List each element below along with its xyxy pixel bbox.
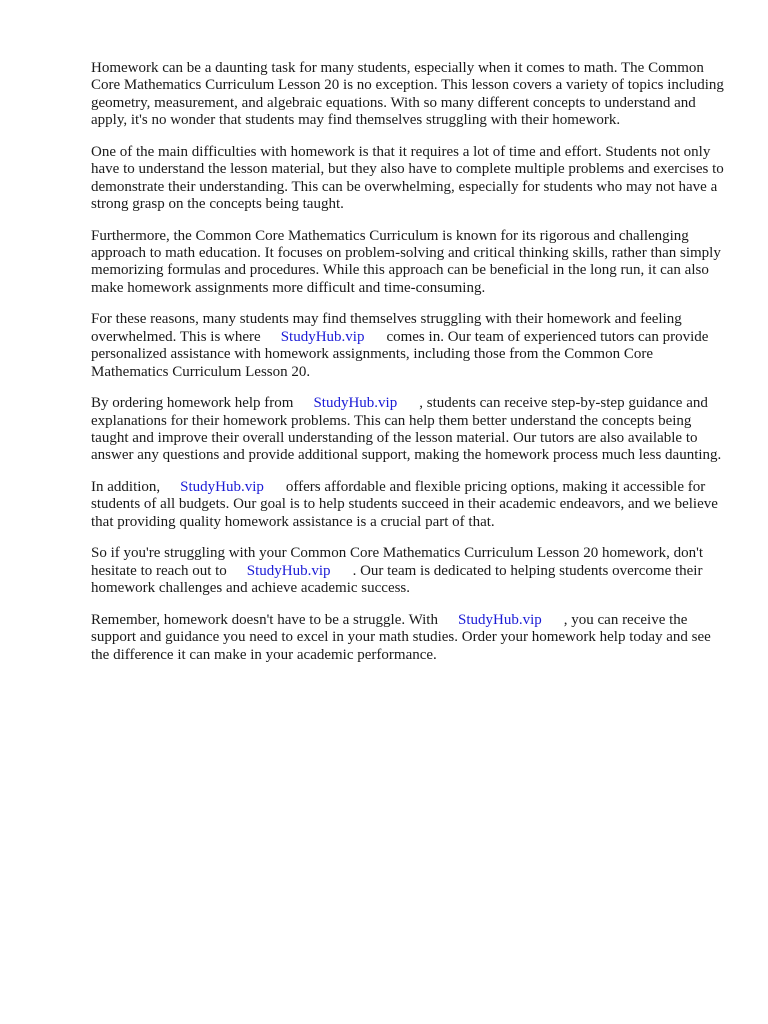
paragraph-text: , students can receive step-by-step guidance and explanations for their homework problems. This can help them better understand the concepts being taught and improve their overall understanding of the lesson material. Our tutors are also available to answer any questions and provide additional support, making the homework process much less daunting. bbox=[91, 395, 722, 464]
paragraph-reach-out bbox=[91, 545, 731, 597]
paragraph-text: Remember, homework doesn't have to be a struggle. With bbox=[91, 611, 438, 628]
studyhub-link[interactable]: StudyHub.vip bbox=[180, 479, 264, 496]
paragraph-text: , you can receive the support and guidance you need to excel in your math studies. Order your homework help today and see the difference it can make in your academic performance. bbox=[91, 611, 711, 663]
paragraph-text: Furthermore, the Common Core Mathematics Curriculum is known for its rigorous and challenging approach to math education. It focuses on problem-solving and critical thinking skills, rather than simply memorizing formulas and procedures. While this approach can be beneficial in the long run, it can also make homework assignments more difficult and time-consuming. bbox=[91, 227, 721, 296]
paragraph-text: . Our team is dedicated to helping students overcome their homework challenges and achieve academic success. bbox=[91, 562, 703, 597]
paragraph-text: Homework can be a daunting task for many students, especially when it comes to math. The Common Core Mathematics Curriculum Lesson 20 is no exception. This lesson covers a variety of topics including geometry, measurement, and algebraic equations. With so many different concepts to understand and apply, it's no wonder that students may find themselves struggling with their homework. bbox=[91, 60, 724, 129]
paragraph-intro bbox=[91, 60, 731, 130]
paragraph-ordering bbox=[91, 395, 731, 465]
paragraph-text: By ordering homework help from bbox=[91, 395, 294, 412]
paragraph-text: One of the main difficulties with homework is that it requires a lot of time and effort. Students not only have to understand the lesson material, but they also have to complete multiple problems and exercises to demonstrate their understanding. This can be overwhelming, especially for students who may not have a strong grasp on the concepts being taught. bbox=[91, 143, 724, 213]
paragraph-text: offers affordable and flexible pricing options, making it accessible for students of all budgets. Our goal is to help students succeed in their academic endeavors, and we believe that providing quality homework assistance is a crucial part of that. bbox=[91, 479, 718, 530]
paragraph-text: In addition, bbox=[91, 479, 161, 496]
paragraph-text: So if you're struggling with your Common Core Mathematics Curriculum Lesson 20 homework, don't hesitate to reach out to bbox=[91, 545, 704, 579]
paragraph-conclusion bbox=[91, 612, 731, 664]
paragraph-reasons bbox=[91, 311, 731, 381]
paragraph-curriculum bbox=[91, 228, 731, 298]
paragraph-text: comes in. Our team of experienced tutors can provide personalized assistance with homework assignments, including those from the Common Core Mathematics Curriculum Lesson 20. bbox=[91, 328, 709, 380]
studyhub-link[interactable]: StudyHub.vip bbox=[280, 328, 365, 345]
paragraph-text: For these reasons, many students may find themselves struggling with their homework and feeling overwhelmed. This is where bbox=[91, 311, 682, 345]
document-body bbox=[91, 60, 731, 678]
studyhub-link[interactable]: StudyHub.vip bbox=[457, 611, 542, 628]
paragraph-pricing bbox=[91, 479, 731, 531]
studyhub-link[interactable]: StudyHub.vip bbox=[313, 395, 398, 412]
paragraph-difficulties bbox=[91, 144, 731, 214]
studyhub-link[interactable]: StudyHub.vip bbox=[246, 562, 331, 579]
